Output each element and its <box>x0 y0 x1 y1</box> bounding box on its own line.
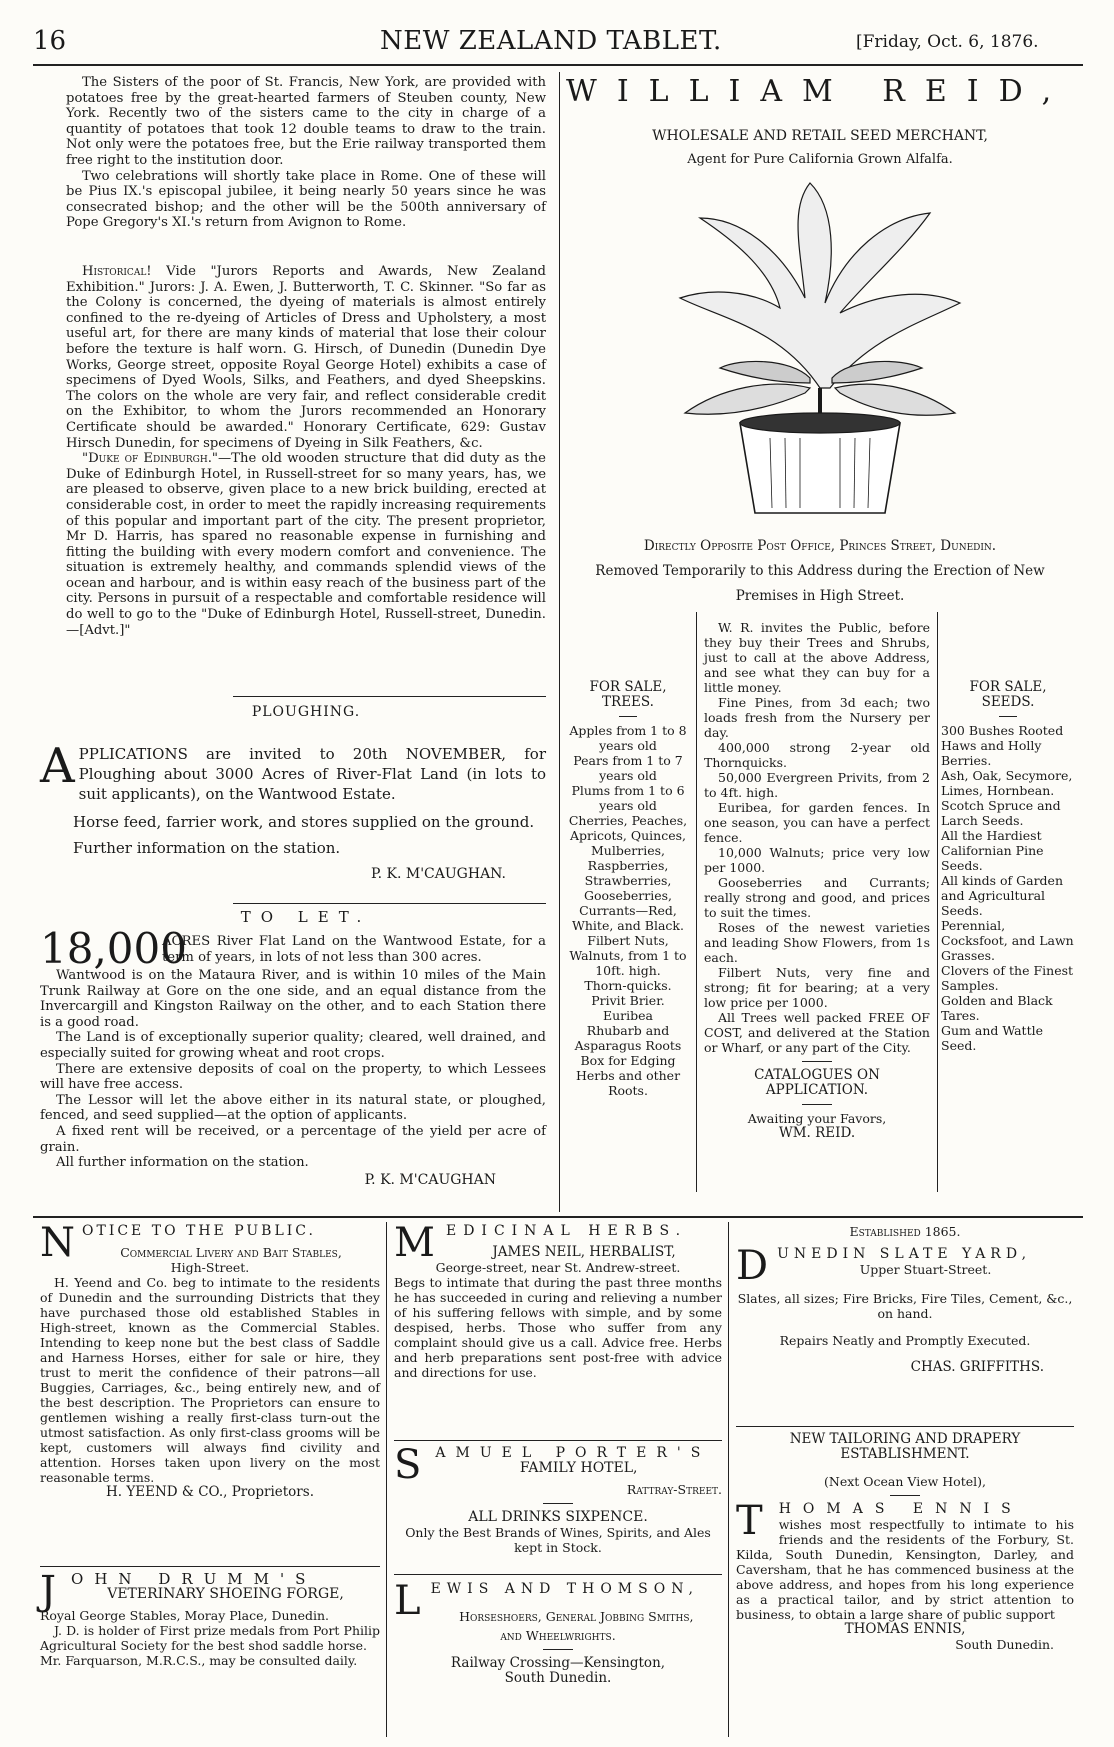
reid-paragraph: 10,000 Walnuts; price very low per 1000. <box>704 845 930 875</box>
notice-subtitle: Commercial Livery and Bait Stables, <box>120 1245 342 1260</box>
tree-item: Herbs and other Roots. <box>575 1068 681 1098</box>
tree-item: Box for Edging <box>580 1053 676 1068</box>
tree-item: Privit Brier. <box>591 993 665 1008</box>
historical-body: Vide "Jurors Reports and Awards, New Zealand Exhibition." Jurors: J. A. Ewen, J. Butterworth, T. C. Skinner. "So far as the Colony is concerned, the dyeing of materials is almost entirely confined to the re-dyeing of Articles of Dress and Upholstery, a most useful art, for there are many kinds of material that lose their colour before the texture is half worn. G. Hirsch, of Dunedin (Dunedin Dye Works, George street, opposite Royal George Hotel) exhibits a case of specimens of Dyed Wools, Silks, and Feathers, and dyed Sheepskins. The colors on the whole are very fair, and reflect considerable credit on the Exhibitor, to whom the Jurors recommended an Honorary Certificate should be awarded." Honorary Certificate, 629: Gustav Hirsch Dunedin, for specimens of Dyeing in Silk Feathers, &c. <box>66 264 546 451</box>
sisters-paragraph-2: Two celebrations will shortly take place in Rome. One of these will be Pius IX.'s episcopal jubilee, it being nearly 50 years since he was consecrated bishop; and the other will be the 500th anniversary of Pope Gregory's XI.'s return from Avignon to Rome. <box>66 168 546 231</box>
divider <box>802 1104 832 1105</box>
tailoring-title: NEW TAILORING AND DRAPERY ESTABLISHMENT. <box>789 1431 1021 1462</box>
tolet-paragraph: All further information on the station. <box>56 1155 309 1171</box>
herbs-ad <box>394 1220 722 1380</box>
divider <box>40 1566 380 1567</box>
tolet-paragraph: The Lessor will let the above either in its natural state, or ploughed, fenced, and seed supplied—at the option of applicants. <box>40 1092 546 1124</box>
tailoring-location: (Next Ocean View Hotel), <box>824 1474 986 1489</box>
tree-item: Thorn-quicks. <box>584 978 672 993</box>
ploughing-signature: P. K. M'CAUGHAN. <box>371 866 506 882</box>
seed-item: All kinds of Garden and Agricultural Seeds. <box>941 873 1063 918</box>
slate-title: UNEDIN SLATE YARD, <box>777 1246 1032 1262</box>
reid-agent: Agent for Pure California Grown Alfalfa. <box>687 152 953 167</box>
slate-signature: CHAS. GRIFFITHS. <box>910 1359 1044 1375</box>
divider <box>543 1503 573 1504</box>
ploughing-dropcap: A <box>40 738 75 794</box>
lewis-subtitle-1: Horseshoers, General Jobbing Smiths, <box>459 1609 694 1624</box>
reid-signature: WM. REID. <box>778 1125 856 1141</box>
porter-street: Rattray-Street. <box>626 1482 722 1497</box>
seed-item: All the Hardiest Californian Pine Seeds. <box>941 828 1044 873</box>
reid-address: Directly Opposite Post Office, Princes Street, Dunedin. <box>643 538 997 554</box>
lewis-ad <box>394 1578 722 1686</box>
historical-lead: Historical! <box>82 264 152 279</box>
reid-paragraph: Gooseberries and Currants; really strong and good, and prices to suit the times. <box>704 875 930 920</box>
reid-paragraph: Filbert Nuts, very fine and strong; fit for bearing; at a very low price per 1000. <box>704 965 930 1010</box>
slate-established: Established 1865. <box>849 1224 961 1239</box>
reid-premises: Premises in High Street. <box>735 588 905 604</box>
ploughing-body: PPLICATIONS are invited to 20th NOVEMBER, for Ploughing about 3000 Acres of River-Flat Land (in lots to suit applicants), on the Wantwood Estate. <box>78 745 546 803</box>
divider <box>233 696 546 697</box>
divider <box>543 1649 573 1650</box>
ploughing-ad <box>40 738 546 884</box>
drumm-body: J. D. is holder of First prize medals from Port Philip Agricultural Society for the best shod saddle horse. <box>40 1623 380 1653</box>
tailoring-name: HOMAS ENNIS <box>778 1501 1023 1517</box>
porter-ad <box>394 1442 722 1555</box>
tailoring-dropcap: T <box>736 1498 775 1544</box>
sisters-paragraph-1: The Sisters of the poor of St. Francis, New York, are provided with potatoes free by the great-hearted farmers of Steuben county, New York. Recently two of the sisters came to the city in charge of a quantity of potatoes that took 12 double teams to draw to the train. Not only were the potatoes free, but the Erie railway transported them free right to the institution door. <box>66 75 546 168</box>
tailoring-signature-2: South Dunedin. <box>955 1637 1054 1652</box>
sisters-article <box>66 75 546 231</box>
tailoring-ad <box>736 1432 1074 1652</box>
reid-paragraph: All Trees well packed FREE OF COST, and delivered at the Station or Wharf, or any part of the City. <box>704 1010 930 1055</box>
seed-item: 300 Bushes Rooted Haws and Holly Berries. <box>941 723 1064 768</box>
ploughing-title: PLOUGHING. <box>251 704 361 720</box>
tree-item: Filbert Nuts, Walnuts, from 1 to 10ft. high. <box>569 933 687 978</box>
tolet-signature: P. K. M'CAUGHAN <box>364 1171 496 1188</box>
tree-item: Rhubarb and Asparagus Roots <box>574 1023 682 1053</box>
slate-dropcap: D <box>736 1243 774 1289</box>
herbs-name: JAMES NEIL, HERBALIST, <box>492 1244 676 1260</box>
divider <box>233 903 546 904</box>
tree-item: Pears from 1 to 7 years old <box>573 753 683 783</box>
reid-paragraph: Euribea, for garden fences. In one season, you can have a perfect fence. <box>704 800 930 845</box>
reid-paragraph: Roses of the newest varieties and leading Show Flowers, from 1s each. <box>704 920 930 965</box>
notice-title: OTICE TO THE PUBLIC. <box>82 1223 316 1239</box>
seed-item: Ash, Oak, Secymore, Limes, Hornbean. <box>941 768 1073 798</box>
drumm-address: Royal George Stables, Moray Place, Dunedin. <box>40 1608 330 1623</box>
reid-paragraph: Fine Pines, from 3d each; two loads fresh from the Nursery per day. <box>704 695 930 740</box>
potted-plant-illustration <box>660 178 980 518</box>
reid-paragraph: 400,000 strong 2-year old Thornquicks. <box>704 740 930 770</box>
tolet-paragraph: A fixed rent will be received, or a percentage of the yield per acre of grain. <box>40 1123 546 1155</box>
notice-dropcap: N <box>40 1220 78 1266</box>
herbs-dropcap: M <box>394 1220 442 1266</box>
seeds-title: FOR SALE, SEEDS. <box>969 679 1047 710</box>
herbs-address: George-street, near St. Andrew-street. <box>435 1260 681 1275</box>
tree-item: Cherries, Peaches, Apricots, Quinces, Mulberries, Raspberries, Strawberries, Gooseberries, Currants—Red, White, and Black. <box>568 813 688 933</box>
reid-removed: Removed Temporarily to this Address during the Erection of New <box>595 563 1045 579</box>
porter-title: AMUEL PORTER'S <box>435 1445 711 1461</box>
tolet-first-line: ACRES River Flat Land on the Wantwood Estate, for a term of years, in lots of not less than 300 acres. <box>162 934 546 965</box>
herbs-body: Begs to intimate that during the past three months he has succeeded in curing and relieving a number of his suffering fellows with simple, and by some despised, herbs. Those who suffer from any complaint should give us a call. Advice free. Herbs and herb preparations sent post-free with advice and directions for use. <box>394 1275 722 1380</box>
tree-item: Apples from 1 to 8 years old <box>569 723 687 753</box>
notice-signature: H. YEEND & CO., Proprietors. <box>106 1484 314 1500</box>
porter-drinks: ALL DRINKS SIXPENCE. <box>468 1509 648 1525</box>
divider <box>999 716 1017 717</box>
porter-subtitle: FAMILY HOTEL, <box>519 1460 638 1476</box>
divider <box>890 1495 920 1496</box>
seed-item: Golden and Black Tares. <box>941 993 1053 1023</box>
section-rule <box>33 1216 1083 1218</box>
tolet-big-number: 18,000 <box>40 924 187 973</box>
tolet-paragraph: Wantwood is on the Mataura River, and is within 10 miles of the Main Trunk Railway at Gore on the one side, and an equal distance from the Invercargill and Kingston Railway on the other, and to each Station there is a good road. <box>40 968 546 1030</box>
reid-divider-right <box>937 612 938 1192</box>
ploughing-line-3: Further information on the station. <box>73 839 341 857</box>
tailoring-body: wishes most respectfully to intimate to his friends and the residents of the Forbury, St. Kilda, South Dunedin, Kensington, Darley, and Caversham, that he has commenced business at the above address, and hopes from his long experience as a practical tailor, and by strict attention to business, to obtain a large share of public support <box>736 1517 1074 1622</box>
seed-item: Scotch Spruce and Larch Seeds. <box>941 798 1061 828</box>
porter-dropcap: S <box>394 1442 432 1488</box>
bottom-divider-1 <box>386 1222 387 1737</box>
trees-title: FOR SALE, TREES. <box>589 679 667 710</box>
reid-middle-column <box>704 620 930 1141</box>
divider <box>619 716 637 717</box>
drumm-subtitle: VETERINARY SHOEING FORGE, <box>107 1586 344 1602</box>
drumm-dropcap: J <box>40 1568 68 1614</box>
porter-body: Only the Best Brands of Wines, Spirits, and Ales kept in Stock. <box>405 1525 711 1555</box>
tree-item: Plums from 1 to 6 years old <box>571 783 685 813</box>
divider <box>394 1440 722 1441</box>
slate-ad <box>736 1224 1074 1375</box>
tree-item: Euribea <box>603 1008 653 1023</box>
slate-body-2: Repairs Neatly and Promptly Executed. <box>779 1333 1031 1348</box>
reid-paragraph: 50,000 Evergreen Privits, from 2 to 4ft. high. <box>704 770 930 800</box>
reid-paragraph: W. R. invites the Public, before they buy their Trees and Shrubs, just to call at the above Address, and see what they can buy for a little money. <box>704 620 930 695</box>
duke-lead: "Duke of Edinburgh." <box>82 451 218 467</box>
column-divider <box>559 72 560 1212</box>
notice-ad <box>40 1220 380 1500</box>
ploughing-line-2: Horse feed, farrier work, and stores supplied on the ground. <box>73 813 535 831</box>
reid-trees-column <box>564 680 692 1098</box>
notice-subtitle-2: High-Street. <box>170 1260 250 1275</box>
tolet-title: TO LET. <box>240 908 372 926</box>
lewis-location-1: Railway Crossing—Kensington, <box>450 1655 666 1671</box>
herbs-title: EDICINAL HERBS. <box>445 1223 688 1239</box>
notice-body: H. Yeend and Co. beg to intimate to the residents of Dunedin and the surrounding Districts that they have purchased those old established Stables in High-street, known as the Commercial Stables. Intending to keep none but the best class of Saddle and Harness Horses, either for sale or hire, they trust to merit the confidence of their patrons—all Buggies, Carriages, &c., being entirely new, and of the best description. The Proprietors can ensure to gentlemen wishing a really first-class turn-out the utmost satisfaction. As only first-class grooms will be kept, customers will always find civility and attention. Horses taken upon livery on the most reasonable terms. <box>40 1275 380 1485</box>
tolet-paragraph: There are extensive deposits of coal on the property, to which Lessees will have free access. <box>40 1061 546 1093</box>
seed-item: Gum and Wattle Seed. <box>941 1023 1043 1053</box>
lewis-dropcap: L <box>394 1578 427 1624</box>
seed-item: Perennial, Cocksfoot, and Lawn Grasses. <box>941 918 1074 963</box>
reid-name: WILLIAM REID, <box>566 74 1072 109</box>
lewis-subtitle-2: and Wheelwrights. <box>500 1628 616 1643</box>
tailoring-signature: THOMAS ENNIS, <box>844 1621 966 1637</box>
page-title: NEW ZEALAND TABLET. <box>380 26 722 56</box>
tolet-paragraphs <box>40 968 546 1188</box>
duke-body: —The old wooden structure that did duty as the Duke of Edinburgh Hotel, in Russell-street for so many years, has, we are pleased to observe, given place to a new brick building, erected at considerable cost, in order to meet the rapidly increasing requirements of this popular and important part of the city. The present proprietor, Mr D. Harris, has spared no reasonable expense in furnishing and fitting the building with every modern comfort and convenience. The situation is extremely healthy, and commands splendid views of the ocean and harbour, and is within easy reach of the business part of the city. Persons in pursuit of a respectable and comfortable residence will do well to go to the "Duke of Edinburgh Hotel, Russell-street, Dunedin.—[Advt.]" <box>66 451 546 638</box>
reid-divider-left <box>696 612 697 1192</box>
page-date: [Friday, Oct. 6, 1876. <box>856 32 1039 52</box>
drumm-farquarson: Mr. Farquarson, M.R.C.S., may be consulted daily. <box>40 1653 358 1668</box>
bottom-divider-2 <box>728 1222 729 1737</box>
seed-item: Clovers of the Finest Samples. <box>941 963 1074 993</box>
reid-seeds-column <box>941 680 1075 1053</box>
lewis-location-2: South Dunedin. <box>504 1670 612 1686</box>
reid-subtitle: WHOLESALE AND RETAIL SEED MERCHANT, <box>652 128 988 144</box>
lewis-title: EWIS AND THOMSON, <box>430 1581 700 1597</box>
page-number: 16 <box>33 26 67 56</box>
drumm-ad <box>40 1568 380 1668</box>
reid-catalogues: CATALOGUES ON APPLICATION. <box>754 1067 880 1098</box>
tolet-paragraph: The Land is of exceptionally superior quality; cleared, well drained, and especially suited for growing wheat and root crops. <box>40 1030 546 1061</box>
drumm-title: OHN DRUMM'S <box>71 1570 317 1588</box>
slate-body-1: Slates, all sizes; Fire Bricks, Fire Tiles, Cement, &c., on hand. <box>737 1291 1073 1321</box>
divider <box>802 1061 832 1062</box>
slate-street: Upper Stuart-Street. <box>859 1262 992 1277</box>
divider <box>394 1574 722 1575</box>
header-rule <box>33 64 1083 66</box>
divider <box>736 1426 1074 1427</box>
reid-awaiting: Awaiting your Favors, <box>747 1111 887 1126</box>
historical-article <box>66 264 546 638</box>
